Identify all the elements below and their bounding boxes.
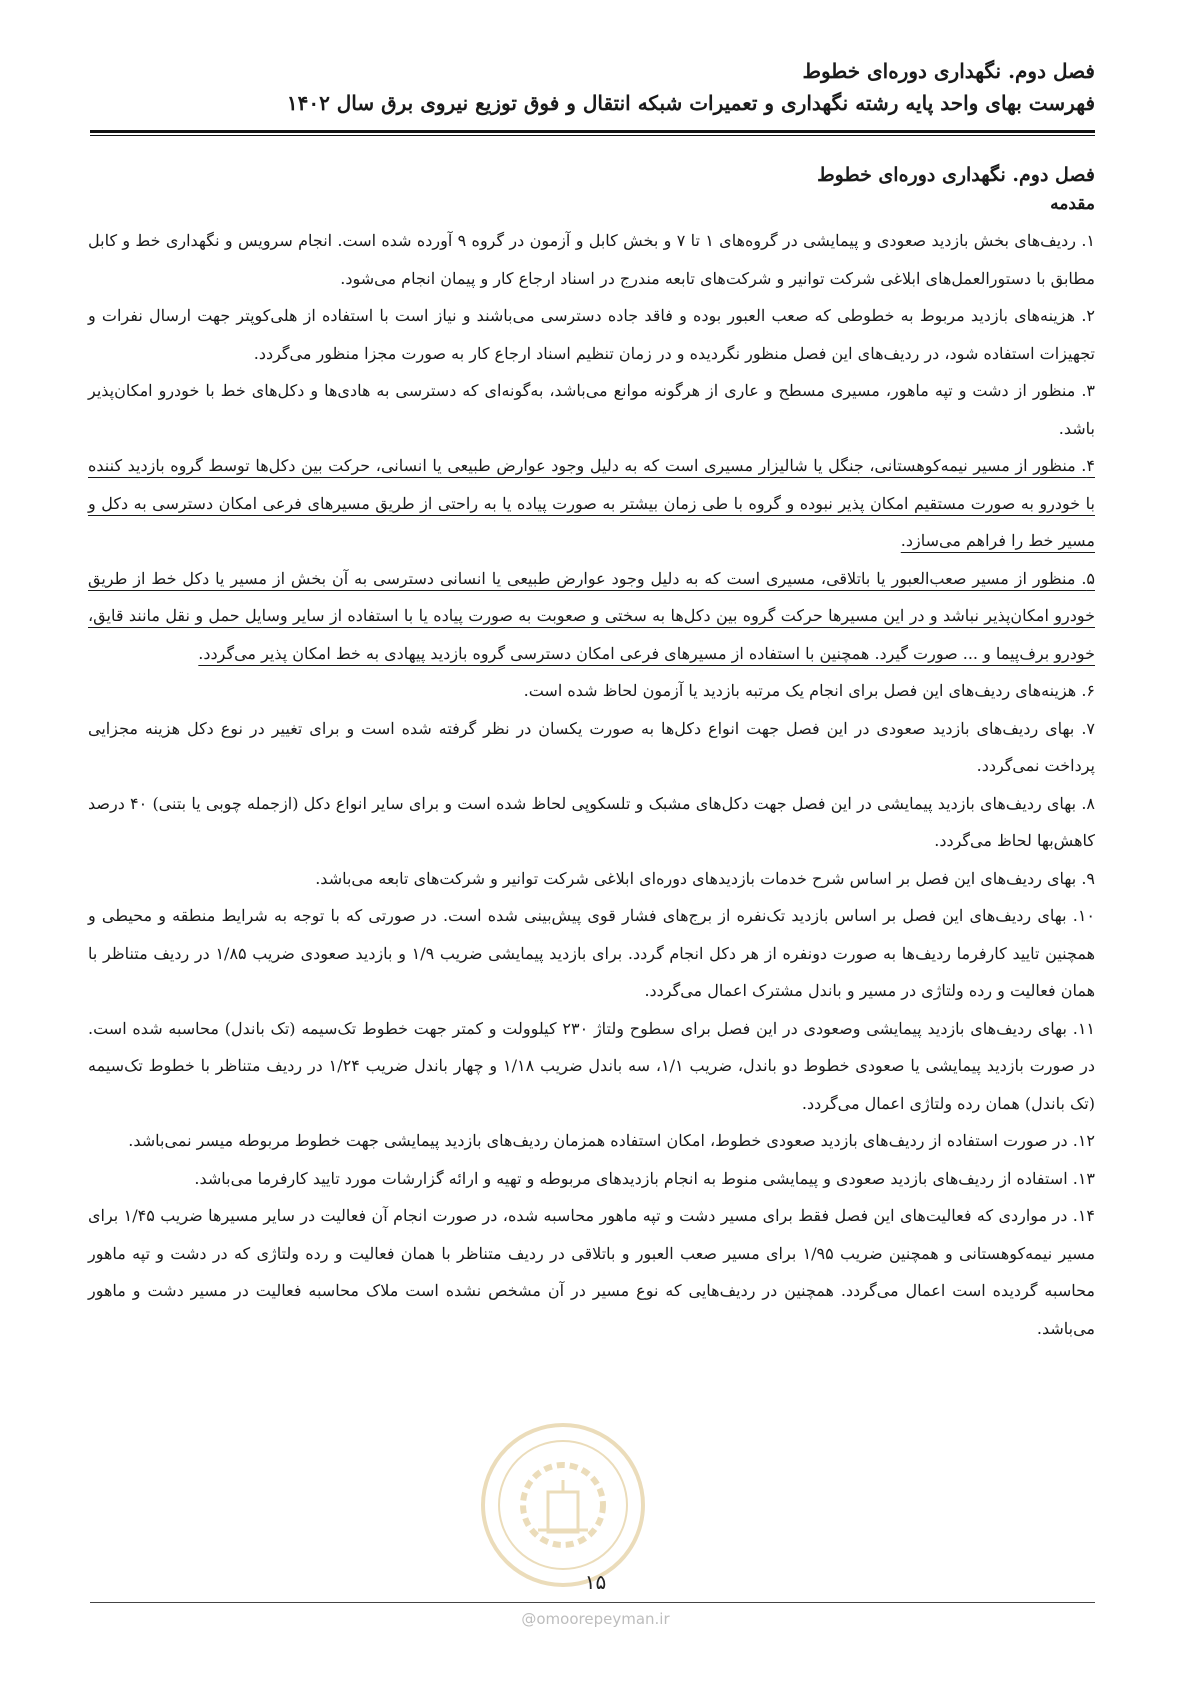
page-header bbox=[90, 56, 1095, 118]
main-content bbox=[88, 160, 1095, 1347]
header-rule-thick bbox=[90, 130, 1095, 133]
paragraph-11: ۱۱. بهای ردیف‌های بازدید پیمایشی وصعودی در این فصل برای سطوح ولتاژ ۲۳۰ کیلوولت و کمتر جهت خطوط تک‌سیمه (تک باندل) محاسبه شده است. در صورت بازدید پیمایشی یا صعودی خطوط دو باندل، ضریب ۱/۱، سه باندل ضریب ۱/۱۸ و چهار باندل ضریب ۱/۲۴ در ردیف متناظر با خطوط تک‌سیمه (تک باندل) همان رده ولتاژی اعمال می‌گردد. bbox=[88, 1018, 1096, 1113]
paragraph-1: ۱. ردیف‌های بخش بازدید صعودی و پیمایشی در گروه‌های ۱ تا ۷ و بخش کابل و آزمون در گروه ۹ آورده شده است. انجام سرویس و نگهداری خط و کابل مطابق با دستورالعمل‌های ابلاغی شرکت توانیر و شرکت‌های تابعه مندرج در اسناد ارجاع کار و پیمان انجام می‌شود. bbox=[88, 231, 1096, 288]
section-title: فصل دوم. نگهداری دوره‌ای خطوط bbox=[817, 164, 1095, 186]
paragraph-7: ۷. بهای ردیف‌های بازدید صعودی در این فصل جهت انواع دکل‌ها به صورت یکسان در نظر گرفته شده است و برای تغییر در نوع دکل هزینه مجزایی پرداخت نمی‌گردد. bbox=[88, 718, 1096, 775]
paragraph-13: ۱۳. استفاده از ردیف‌های بازدید صعودی و پیمایشی منوط به انجام بازدیدهای مربوطه و تهیه و ارائه گزارشات مورد تایید کارفرما می‌باشد. bbox=[194, 1168, 1095, 1188]
intro-heading: مقدمه bbox=[1050, 194, 1095, 214]
paragraph-2: ۲. هزینه‌های بازدید مربوط به خطوطی که صعب العبور بوده و فاقد جاده دسترسی می‌باشند و نیاز است با استفاده از هلی‌کوپتر جهت ارسال نفرات و تجهیزات استفاده شود، در ردیف‌های این فصل منظور نگردیده و در زمان تنظیم اسناد ارجاع کار به صورت مجزا منظور می‌گردد. bbox=[88, 306, 1095, 363]
header-document-title: فهرست بهای واحد پایه رشته نگهداری و تعمیرات شبکه انتقال و فوق توزیع نیروی برق سال ۱۴۰۲ bbox=[286, 91, 1095, 115]
paragraph-3: ۳. منظور از دشت و تپه ماهور، مسیری مسطح و عاری از هرگونه موانع می‌باشد، به‌گونه‌ای که دسترسی به هادی‌ها و دکل‌های خط با خودرو امکان‌پذیر باشد. bbox=[88, 381, 1096, 438]
header-chapter-title: فصل دوم. نگهداری دوره‌ای خطوط bbox=[802, 59, 1095, 83]
footer-rule bbox=[90, 1602, 1095, 1603]
seal-watermark-icon bbox=[478, 1420, 648, 1590]
website-watermark: @omoorepeyman.ir bbox=[521, 1610, 670, 1628]
paragraph-8: ۸. بهای ردیف‌های بازدید پیمایشی در این فصل جهت دکل‌های مشبک و تلسکوپی لحاظ شده است و برای سایر انواع دکل (ازجمله چوبی یا بتنی) ۴۰ درصد کاهش‌بها لحاظ می‌گردد. bbox=[88, 793, 1096, 850]
paragraph-14: ۱۴. در مواردی که فعالیت‌های این فصل فقط برای مسیر دشت و تپه ماهور محاسبه شده، در صورت انجام آن فعالیت در سایر مسیرها ضریب ۱/۴۵ برای مسیر نیمه‌کوهستانی و همچنین ضریب ۱/۹۵ برای مسیر صعب العبور و باتلاقی در ردیف متناظر با همان فعالیت و رده ولتاژی که در دشت و تپه ماهور محاسبه گردیده است اعمال می‌گردد. همچنین در ردیف‌هایی که نوع مسیر در آن مشخص نشده است ملاک محاسبه فعالیت در مسیر دشت و ماهور می‌باشد. bbox=[88, 1206, 1096, 1338]
header-rule-thin bbox=[90, 135, 1095, 136]
page-number: ۱۵ bbox=[584, 1570, 607, 1594]
paragraph-4-text: ۴. منظور از مسیر نیمه‌کوهستانی، جنگل یا شالیزار مسیری است که به دلیل وجود عوارض طبیعی یا انسانی، حرکت بین دکل‌ها توسط گروه بازدید کننده با خودرو به صورت مستقیم امکان پذیر نبوده و گروه با طی زمان بیشتر به صورت پیاده یا به راحتی از طریق مسیرهای فرعی امکان دسترسی به دکل و مسیر خط را فراهم می‌سازد. bbox=[88, 456, 1095, 550]
paragraph-12: ۱۲. در صورت استفاده از ردیف‌های بازدید صعودی خطوط، امکان استفاده همزمان ردیف‌های بازدید پیمایشی جهت خطوط مربوطه میسر نمی‌باشد. bbox=[128, 1131, 1095, 1150]
paragraph-5-text: ۵. منظور از مسیر صعب‌العبور یا باتلاقی، مسیری است که به دلیل وجود عوارض طبیعی یا انسانی دسترسی به آن بخش از مسیر یا دکل خط از طریق خودرو امکان‌پذیر نباشد و در این مسیرها حرکت گروه بین دکل‌ها به سختی و صعوبت به صورت پیاده یا با استفاده از سایر وسایل حمل و نقل مانند قایق، خودرو برف‌پیما و ... صورت گیرد. همچنین با استفاده از مسیرهای فرعی امکان دسترسی گروه بازدید پیهادی به خط امکان پذیر می‌گردد. bbox=[88, 568, 1095, 663]
paragraph-9: ۹. بهای ردیف‌های این فصل بر اساس شرح خدمات بازدیدهای دوره‌ای ابلاغی شرکت توانیر و شرکت‌های تابعه می‌باشد. bbox=[315, 868, 1095, 888]
paragraph-6: ۶. هزینه‌های ردیف‌های این فصل برای انجام یک مرتبه بازدید یا آزمون لحاظ شده است. bbox=[523, 681, 1095, 700]
paragraph-10: ۱۰. بهای ردیف‌های این فصل بر اساس بازدید تک‌نفره از برج‌های فشار قوی پیش‌بینی شده است. در صورتی که با توجه به شرایط منطقه و محیطی و همچنین تایید کارفرما ردیف‌ها به صورت دونفره از هر دکل انجام گردد. برای بازدید پیمایشی ضریب ۱/۹ و بازدید صعودی ضریب ۱/۸۵ در ردیف متناظر با همان فعالیت و رده ولتاژی در مسیر و باندل مشترک اعمال می‌گردد. bbox=[88, 906, 1096, 1000]
paragraph-4-underlined bbox=[88, 447, 1095, 560]
paragraph-5-underlined bbox=[88, 560, 1095, 673]
